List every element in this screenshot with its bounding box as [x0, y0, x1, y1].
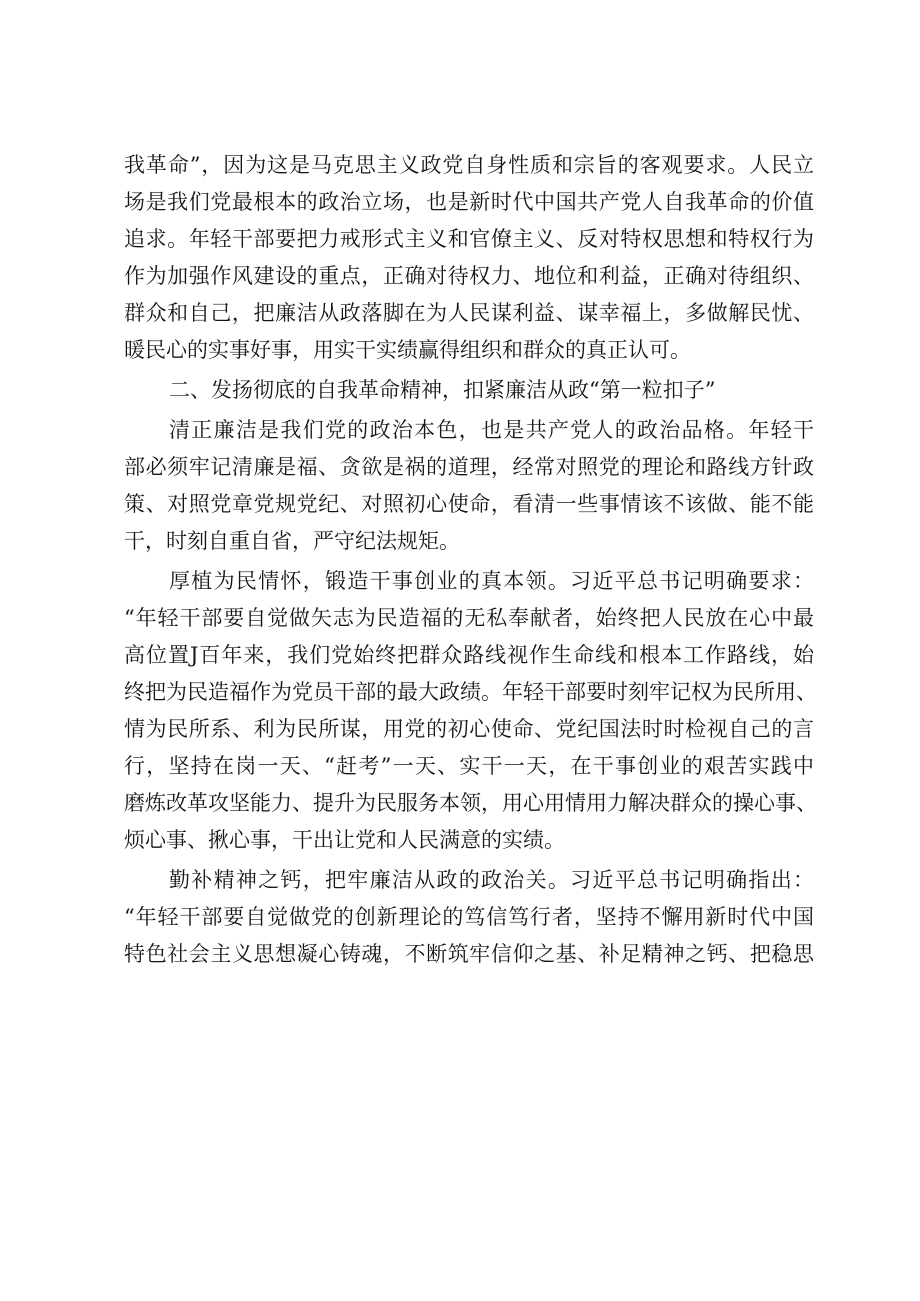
text-line: 我革命”，因为这是马克思主义政党自身性质和宗旨的客观要求。人民立	[124, 153, 814, 177]
text-line: 场是我们党最根本的政治立场，也是新时代中国共产党人自我革命的价值	[124, 190, 814, 214]
text-line: 高位置J百年来，我们党始终把群众路线视作生命线和根本工作路线，始	[124, 643, 814, 667]
text-line: 勤补精神之钙，把牢廉洁从政的政治关。习近平总书记明确指出：	[169, 868, 814, 892]
text-line: 暖民心的实事好事，用实干实绩赢得组织和群众的真正认可。	[124, 338, 691, 362]
text-line: 干，时刻自重自省，严守纪法规矩。	[124, 529, 460, 553]
text-line: 行，坚持在岗一天、“赶考”一天、实干一天，在干事创业的艰苦实践中	[124, 754, 814, 778]
paragraph-clean-governance	[124, 412, 814, 560]
text-line: 群众和自己，把廉洁从政落脚在为人民谋利益、谋幸福上，多做解民忧、	[124, 301, 814, 325]
section-heading-text: 二、发扬彻底的自我革命精神，扣紧廉洁从政“第一粒扣子”	[169, 378, 716, 402]
text-line: 磨炼改革攻坚能力、提升为民服务本领，用心用情用力解决群众的操心事、	[124, 791, 817, 815]
text-line: 策、对照党章党规党纪、对照初心使命，看清一些事情该不该做、能不能	[124, 492, 814, 516]
text-line: 终把为民造福作为党员干部的最大政绩。年轻干部要时刻牢记权为民所用、	[124, 680, 817, 704]
text-line: 清正廉洁是我们党的政治本色，也是共产党人的政治品格。年轻干	[169, 418, 814, 442]
text-line: 作为加强作风建设的重点，正确对待权力、地位和利益，正确对待组织、	[124, 264, 814, 288]
text-line: 部必须牢记清廉是福、贪欲是祸的道理，经常对照党的理论和路线方针政	[124, 455, 814, 479]
text-line: 情为民所系、利为民所谋，用党的初心使命、党纪国法时时检视自己的言	[124, 717, 814, 741]
text-line: 追求。年轻干部要把力戒形式主义和官僚主义、反对特权思想和特权行为	[124, 227, 814, 251]
paragraph-spiritual-calcium	[124, 862, 814, 973]
document-body	[124, 147, 817, 973]
text-line: 厚植为民情怀，锻造干事创业的真本领。习近平总书记明确要求：	[169, 569, 814, 593]
text-line: “年轻干部要自觉做党的创新理论的笃信笃行者，坚持不懈用新时代中国	[124, 905, 814, 929]
text-line: 特色社会主义思想凝心铸魂，不断筑牢信仰之基、补足精神之钙、把稳思	[124, 942, 814, 966]
text-line: “年轻干部要自觉做矢志为民造福的无私奉献者，始终把人民放在心中最	[124, 606, 814, 630]
paragraph-serving-people	[124, 563, 817, 859]
paragraph-continuation	[124, 147, 814, 369]
text-line: 烦心事、揪心事，干出让党和人民满意的实绩。	[124, 828, 565, 852]
section-heading	[124, 372, 814, 409]
